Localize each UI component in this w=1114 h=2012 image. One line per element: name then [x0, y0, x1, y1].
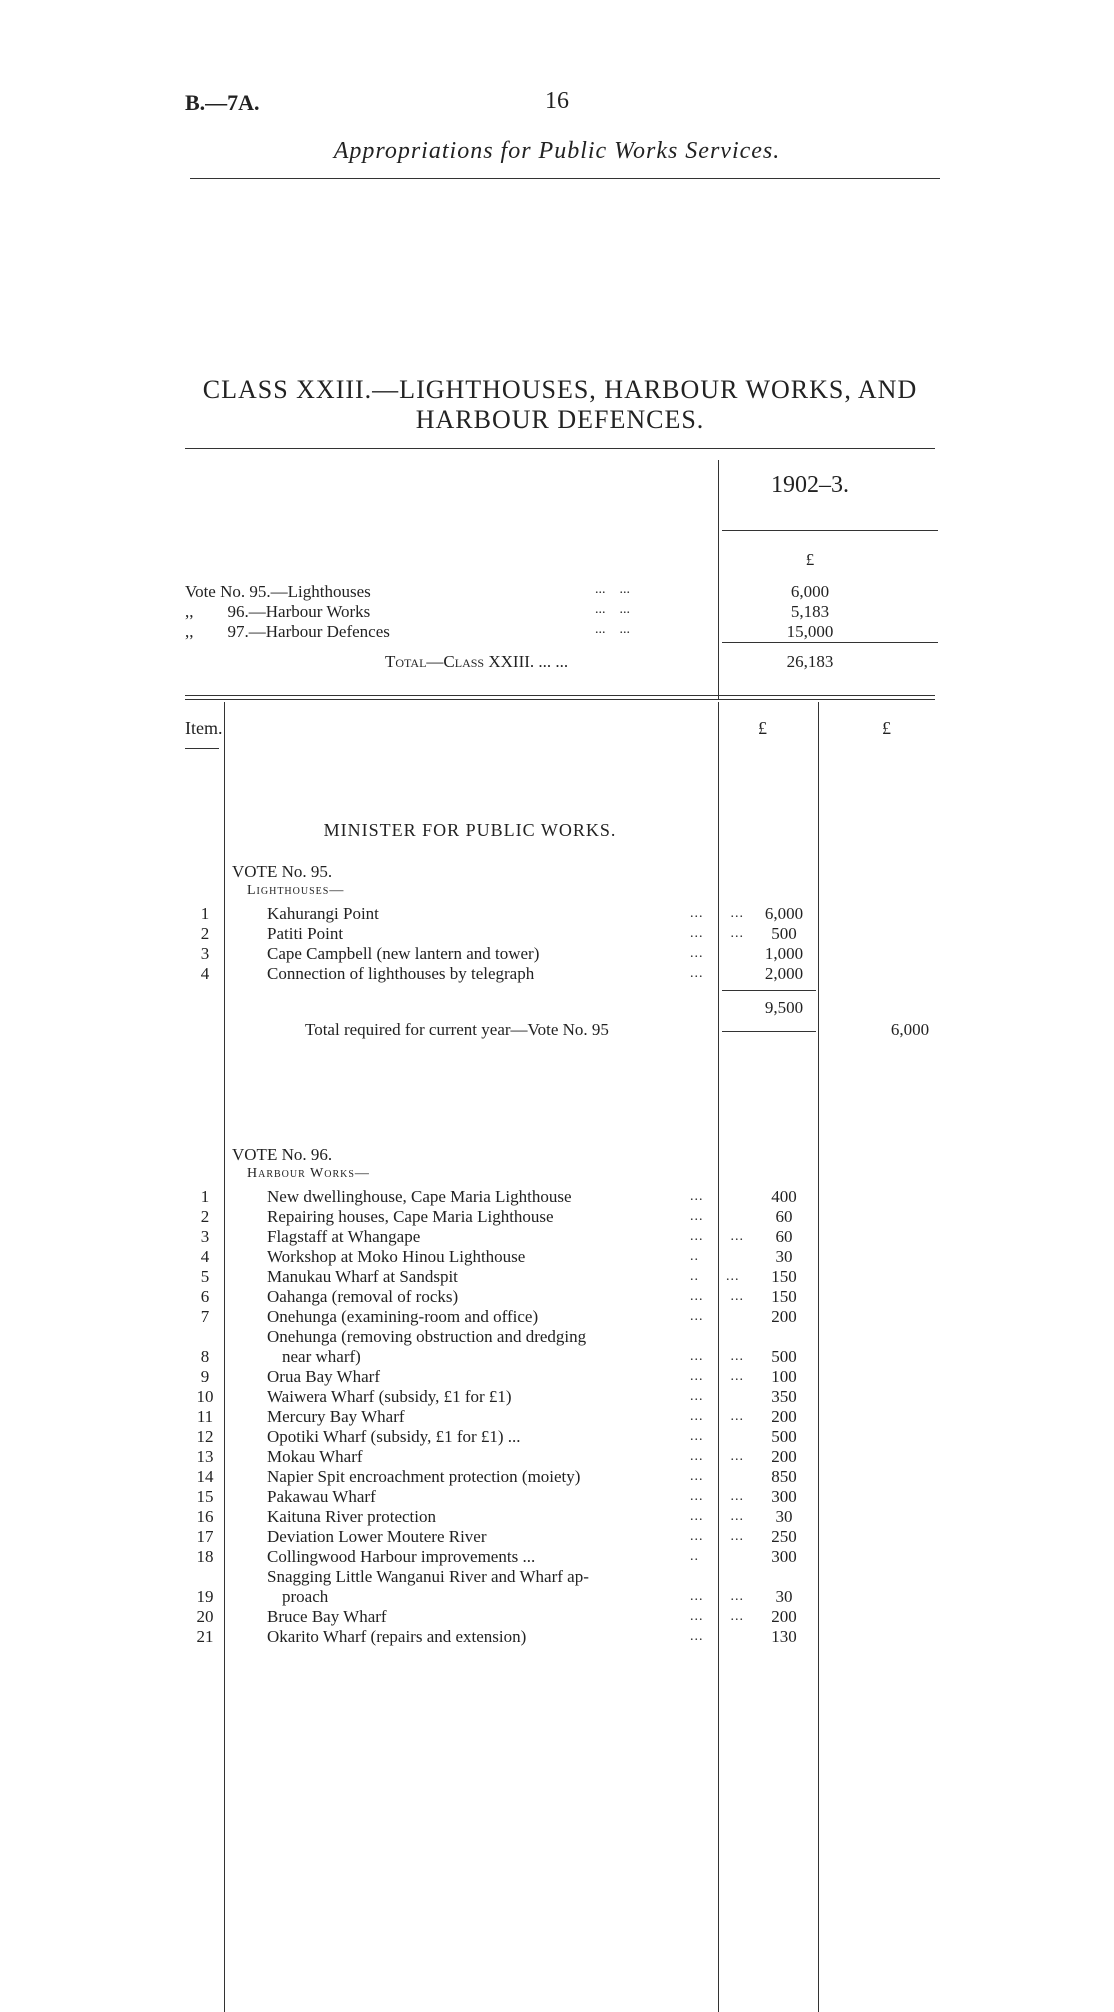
item-amount: 130	[771, 1627, 797, 1646]
leader-dots: ... ...	[690, 1609, 744, 1624]
summary-total-amount: 26,183	[786, 652, 834, 671]
item-column-heading: Item.	[185, 718, 223, 738]
class-title-rule	[185, 448, 935, 449]
item-description: Snagging Little Wanganui River and Wharf ap-	[267, 1567, 589, 1586]
summary-row-amount: 6,000	[790, 582, 830, 601]
amount-column-currency: £	[758, 718, 767, 738]
summary-bottom-rule-double	[185, 699, 935, 700]
item-number: 7	[200, 1307, 210, 1326]
table-row	[0, 1187, 1114, 1207]
leader-dots: ... ...	[690, 926, 744, 941]
leader-dots: ...	[690, 1209, 704, 1224]
item-amount: 300	[771, 1547, 797, 1566]
item-description: Onehunga (examining-room and office)	[267, 1307, 539, 1326]
summary-row-amount: 15,000	[786, 622, 834, 641]
table-row	[0, 1287, 1114, 1307]
leader-dots: ...	[690, 1189, 704, 1204]
minister-heading: MINISTER FOR PUBLIC WORKS.	[323, 820, 617, 840]
table-row	[0, 1367, 1114, 1387]
item-amount: 200	[771, 1307, 797, 1326]
item-number: 17	[196, 1527, 214, 1546]
item-description: Flagstaff at Whangape	[267, 1227, 421, 1246]
item-amount: 30	[775, 1587, 793, 1606]
item-description: Orua Bay Wharf	[267, 1367, 380, 1386]
summary-row-amount: 5,183	[790, 602, 830, 621]
page-number: 16	[545, 88, 569, 114]
class-title-line-1: CLASS XXIII.—LIGHTHOUSES, HARBOUR WORKS, AND	[202, 375, 918, 404]
item-amount: 2,000	[764, 964, 804, 983]
leader-dots: ..	[690, 1549, 699, 1564]
summary-row-dots: ... ...	[595, 582, 630, 597]
item-number: 8	[200, 1347, 210, 1366]
leader-dots: ...	[690, 1629, 704, 1644]
item-amount: 6,000	[764, 904, 804, 923]
leader-dots: ...	[690, 966, 704, 981]
table-row	[0, 1267, 1114, 1287]
item-description: Collingwood Harbour improvements ...	[267, 1547, 536, 1566]
table-row	[0, 1467, 1114, 1487]
class-title-line-2: HARBOUR DEFENCES.	[415, 405, 705, 434]
page-subtitle: Appropriations for Public Works Services.	[333, 138, 781, 164]
vote-95-title: VOTE No. 95.	[232, 862, 333, 881]
item-number: 3	[200, 944, 210, 963]
item-description: Connection of lighthouses by telegraph	[267, 964, 535, 983]
table-row	[0, 1507, 1114, 1527]
item-amount: 500	[771, 924, 797, 943]
summary-row	[185, 582, 371, 602]
item-heading-rule	[185, 748, 219, 749]
item-description: Napier Spit encroachment protection (moiety)	[267, 1467, 581, 1486]
item-amount: 500	[771, 1347, 797, 1366]
item-number: 21	[196, 1627, 214, 1646]
item-description: Oahanga (removal of rocks)	[267, 1287, 459, 1306]
leader-dots: ... ...	[690, 1369, 744, 1384]
summary-row-label: Vote No. 95.—Lighthouses	[185, 582, 371, 601]
summary-row	[185, 622, 390, 642]
item-number: 10	[196, 1387, 214, 1406]
table-row	[0, 1487, 1114, 1507]
year-heading: 1902–3.	[771, 472, 849, 498]
vote-95-total-carried: 6,000	[890, 1020, 930, 1039]
item-description: Onehunga (removing obstruction and dredging	[267, 1327, 587, 1346]
item-amount: 400	[771, 1187, 797, 1206]
vote-95-total-rule	[722, 1031, 816, 1032]
item-description: Workshop at Moko Hinou Lighthouse	[267, 1247, 526, 1266]
year-heading-rule	[722, 530, 938, 531]
vote-95-total-label: Total required for current year—Vote No. 95	[305, 1020, 609, 1039]
leader-dots: ... ...	[690, 1229, 744, 1244]
item-description-continued: near wharf)	[282, 1347, 361, 1366]
item-number: 3	[200, 1227, 210, 1246]
leader-dots: ...	[690, 1429, 704, 1444]
leader-dots: ... ...	[690, 1449, 744, 1464]
item-number: 19	[196, 1587, 214, 1606]
item-number: 9	[200, 1367, 210, 1386]
item-amount: 60	[775, 1207, 793, 1226]
item-number: 1	[200, 904, 210, 923]
vote-95-subtotal-rule	[722, 990, 816, 991]
leader-dots: ... ...	[690, 1509, 744, 1524]
class-title	[160, 375, 960, 435]
item-number: 13	[196, 1447, 214, 1466]
table-row	[0, 944, 1114, 964]
table-row	[0, 964, 1114, 984]
item-description: Opotiki Wharf (subsidy, £1 for £1) ...	[267, 1427, 521, 1446]
header-rule	[190, 178, 940, 179]
leader-dots: ... ...	[690, 1529, 744, 1544]
summary-row-dots: ... ...	[595, 622, 630, 637]
item-number: 16	[196, 1507, 214, 1526]
table-row	[0, 1627, 1114, 1647]
leader-dots: ... ...	[690, 1489, 744, 1504]
table-row	[0, 1547, 1114, 1567]
summary-bottom-rule	[185, 695, 935, 696]
item-number: 20	[196, 1607, 214, 1626]
leader-dots: ...	[690, 1469, 704, 1484]
item-description: Mokau Wharf	[267, 1447, 363, 1466]
item-number: 14	[196, 1467, 214, 1486]
item-amount: 30	[775, 1247, 793, 1266]
item-number: 6	[200, 1287, 210, 1306]
table-row	[0, 1327, 1114, 1366]
item-amount: 200	[771, 1447, 797, 1466]
item-amount: 850	[771, 1467, 797, 1486]
leader-dots: ...	[690, 1309, 704, 1324]
item-description: Repairing houses, Cape Maria Lighthouse	[267, 1207, 554, 1226]
item-amount: 150	[771, 1267, 797, 1286]
document-reference: B.—7A.	[185, 90, 260, 115]
item-description: Deviation Lower Moutere River	[267, 1527, 487, 1546]
summary-currency: £	[805, 550, 815, 569]
summary-row-label: ,, 97.—Harbour Defences	[185, 622, 390, 641]
table-row	[0, 1207, 1114, 1227]
leader-dots: ... ...	[690, 1409, 744, 1424]
table-row	[0, 1247, 1114, 1267]
item-number: 18	[196, 1547, 214, 1566]
vote-96-subtitle: Harbour Works—	[247, 1166, 370, 1181]
table-row	[0, 1407, 1114, 1427]
vote-95-subtotal: 9,500	[764, 998, 804, 1017]
vote-96-title: VOTE No. 96.	[232, 1145, 333, 1164]
item-amount: 300	[771, 1487, 797, 1506]
item-description: Kahurangi Point	[267, 904, 379, 923]
item-amount: 250	[771, 1527, 797, 1546]
table-row	[0, 1567, 1114, 1606]
leader-dots: ...	[690, 1389, 704, 1404]
summary-row	[185, 602, 370, 622]
total-column-currency: £	[882, 718, 891, 738]
item-number: 4	[200, 964, 210, 983]
item-number: 15	[196, 1487, 214, 1506]
vote-95-subtitle: Lighthouses—	[247, 883, 345, 898]
item-amount: 100	[771, 1367, 797, 1386]
item-description: Cape Campbell (new lantern and tower)	[267, 944, 540, 963]
summary-total-label: Total—Class XXIII. ... ...	[385, 652, 569, 671]
item-description: New dwellinghouse, Cape Maria Lighthouse	[267, 1187, 572, 1206]
leader-dots: ..	[690, 1249, 699, 1264]
item-description: Kaituna River protection	[267, 1507, 437, 1526]
item-number: 5	[200, 1267, 210, 1286]
table-row	[0, 924, 1114, 944]
table-row	[0, 904, 1114, 924]
leader-dots: ...	[690, 946, 704, 961]
item-amount: 200	[771, 1607, 797, 1626]
item-description: Patiti Point	[267, 924, 344, 943]
table-row	[0, 1387, 1114, 1407]
item-number: 2	[200, 1207, 210, 1226]
item-description: Bruce Bay Wharf	[267, 1607, 387, 1626]
leader-dots: .. ...	[690, 1269, 740, 1284]
table-row	[0, 1307, 1114, 1327]
item-amount: 30	[775, 1507, 793, 1526]
summary-total-rule	[722, 642, 938, 643]
leader-dots: ... ...	[690, 1349, 744, 1364]
item-amount: 500	[771, 1427, 797, 1446]
item-number: 1	[200, 1187, 210, 1206]
item-amount: 1,000	[764, 944, 804, 963]
item-description-continued: proach	[282, 1587, 329, 1606]
item-number: 11	[196, 1407, 214, 1426]
item-description: Okarito Wharf (repairs and extension)	[267, 1627, 527, 1646]
item-number: 4	[200, 1247, 210, 1266]
table-row	[0, 1607, 1114, 1627]
leader-dots: ... ...	[690, 1289, 744, 1304]
table-row	[0, 1527, 1114, 1547]
leader-dots: ... ...	[690, 906, 744, 921]
item-number: 2	[200, 924, 210, 943]
item-description: Pakawau Wharf	[267, 1487, 376, 1506]
summary-row-dots: ... ...	[595, 602, 630, 617]
item-amount: 350	[771, 1387, 797, 1406]
item-description: Waiwera Wharf (subsidy, £1 for £1)	[267, 1387, 512, 1406]
summary-row-label: ,, 96.—Harbour Works	[185, 602, 371, 621]
table-row	[0, 1447, 1114, 1467]
table-row	[0, 1427, 1114, 1447]
item-amount: 60	[775, 1227, 793, 1246]
item-description: Manukau Wharf at Sandspit	[267, 1267, 458, 1286]
item-amount: 150	[771, 1287, 797, 1306]
item-amount: 200	[771, 1407, 797, 1426]
table-row	[0, 1227, 1114, 1247]
leader-dots: ... ...	[690, 1589, 744, 1604]
item-number: 12	[196, 1427, 214, 1446]
item-description: Mercury Bay Wharf	[267, 1407, 405, 1426]
summary-column-divider	[718, 460, 719, 700]
